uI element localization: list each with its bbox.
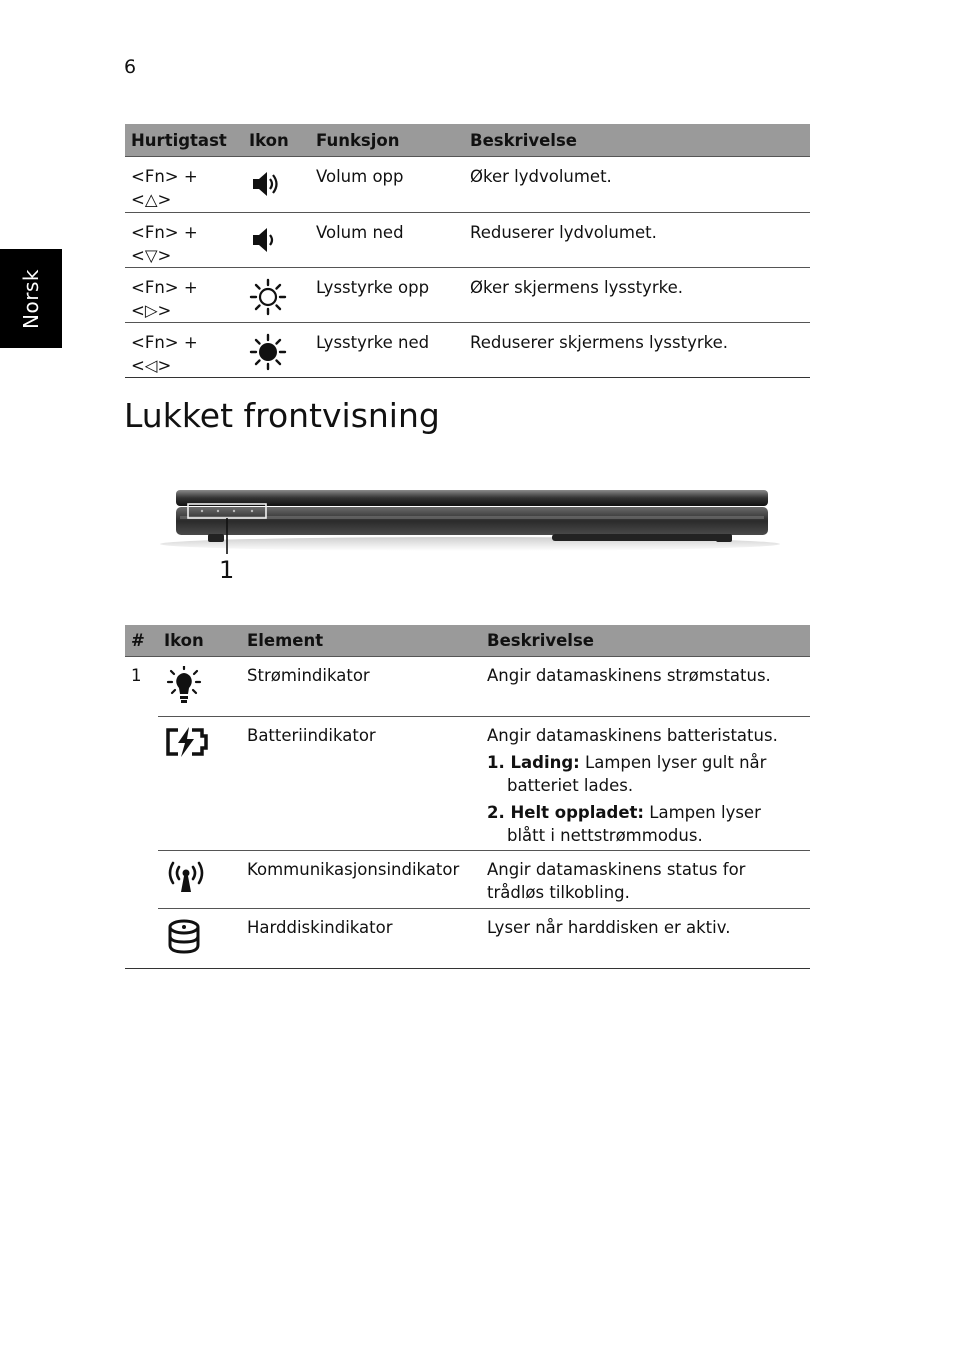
- column-header: Ikon: [243, 124, 310, 157]
- element-cell: Harddiskindikator: [241, 909, 481, 969]
- element-cell: Strømindikator: [241, 657, 481, 717]
- hotkey-cell: <Fn> + <▷>: [125, 268, 243, 323]
- table-header-row: [125, 625, 810, 657]
- column-header: Beskrivelse: [464, 124, 810, 157]
- language-side-tab: [0, 249, 62, 348]
- column-header: Ikon: [158, 625, 241, 657]
- volume-down-icon: [249, 223, 283, 257]
- side-tab-label: Norsk: [18, 268, 43, 329]
- column-header: Beskrivelse: [481, 625, 810, 657]
- number-cell: [125, 909, 158, 969]
- table-row: [125, 851, 810, 909]
- description-cell: Lyser når harddisken er aktiv.: [481, 909, 810, 969]
- brightness-down-icon: [249, 333, 287, 371]
- description-text: Angir datamaskinens batteristatus.: [487, 726, 778, 745]
- column-header: Funksjon: [310, 124, 464, 157]
- indicators-table: [125, 625, 810, 969]
- hotkeys-table: [125, 124, 810, 378]
- table-row: [125, 717, 810, 851]
- description-cell: Øker skjermens lysstyrke.: [464, 268, 810, 323]
- element-cell: Batteriindikator: [241, 717, 481, 851]
- function-cell: Volum opp: [310, 157, 464, 213]
- column-header: #: [125, 625, 158, 657]
- number-cell: 1: [131, 666, 142, 685]
- list-item: 1. Lading: Lampen lyser gult når batteriet lades.: [487, 753, 767, 795]
- battery-indicator-icon: [164, 726, 210, 758]
- function-cell: Lysstyrke ned: [310, 323, 464, 378]
- hotkey-cell: <Fn> + <▽>: [125, 213, 243, 268]
- table-row: [125, 909, 810, 969]
- volume-up-icon: [249, 167, 283, 201]
- table-row: [125, 268, 810, 323]
- battery-status-list: [487, 751, 804, 847]
- function-cell: Lysstyrke opp: [310, 268, 464, 323]
- page-number: 6: [124, 56, 137, 78]
- function-cell: Volum ned: [310, 213, 464, 268]
- hotkey-cell: <Fn> + <△>: [125, 157, 243, 213]
- brightness-up-icon: [249, 278, 287, 316]
- table-header-row: [125, 124, 810, 157]
- laptop-front-view-image: [160, 486, 780, 586]
- description-cell: Øker lydvolumet.: [464, 157, 810, 213]
- description-cell: Angir datamaskinens status for trådløs tilkobling.: [481, 851, 810, 909]
- column-header: Hurtigtast: [125, 124, 243, 157]
- table-row: [125, 657, 810, 717]
- table-row: [125, 213, 810, 268]
- hotkey-cell: <Fn> + <◁>: [125, 323, 243, 378]
- section-title: Lukket frontvisning: [124, 396, 440, 435]
- description-cell: Reduserer lydvolumet.: [464, 213, 810, 268]
- description-cell: Angir datamaskinens strømstatus.: [481, 657, 810, 717]
- table-row: [125, 323, 810, 378]
- column-header: Element: [241, 625, 481, 657]
- figure-callout-number: 1: [219, 556, 235, 584]
- number-cell: [125, 717, 158, 851]
- power-indicator-icon: [164, 666, 204, 708]
- element-cell: Kommunikasjonsindikator: [241, 851, 481, 909]
- description-cell: Reduserer skjermens lysstyrke.: [464, 323, 810, 378]
- list-item: 2. Helt oppladet: Lampen lyser blått i nettstrømmodus.: [487, 803, 761, 845]
- hdd-indicator-icon: [164, 918, 204, 956]
- communication-indicator-icon: [164, 860, 208, 894]
- table-row: [125, 157, 810, 213]
- number-cell: [125, 851, 158, 909]
